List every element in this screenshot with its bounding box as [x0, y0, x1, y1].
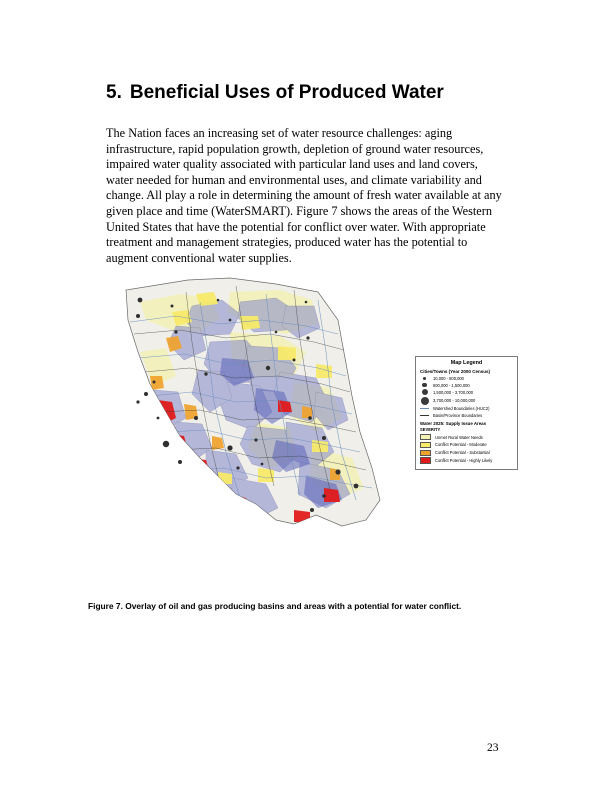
legend-title: Map Legend [450, 360, 483, 366]
figure-7 [80, 272, 540, 592]
map-legend [415, 356, 518, 470]
city-dot-icon [420, 397, 429, 405]
figure-caption: Figure 7. Overlay of oil and gas producing basins and areas with a potential for water conflict. [88, 601, 462, 611]
legend-label: Watershed Boundaries (HUC2) [433, 406, 490, 412]
legend-item-city-class [420, 397, 513, 405]
legend-item-severity [420, 442, 513, 448]
city-dot-icon [420, 377, 429, 380]
legend-item-severity [420, 457, 513, 463]
city-dot-icon [420, 389, 429, 395]
legend-item-city-class [420, 376, 513, 381]
severity-swatch-highly-likely [420, 457, 431, 463]
legend-item-severity [420, 450, 513, 456]
section-number: 5. [106, 82, 122, 103]
city-dot-icon [420, 383, 429, 387]
legend-label: 1,500,000 - 3,700,000 [433, 389, 474, 395]
severity-swatch-moderate [420, 442, 431, 448]
legend-supply-header: Water 2025: Supply Issue Areas [420, 420, 487, 426]
legend-label: Conflict Potential - Substantial [435, 450, 490, 456]
legend-severity-header: SEVERITY [420, 426, 441, 432]
legend-cities-header: Cities/Towns (Year 2000 Census) [420, 369, 490, 374]
basin-line-icon [420, 415, 429, 416]
severity-swatch-unmet-rural [420, 434, 431, 440]
page-title [106, 82, 506, 104]
section-title-text: Beneficial Uses of Produced Water [129, 82, 444, 103]
page-number: 23 [487, 742, 499, 754]
legend-label: Conflict Potential - Moderate [435, 442, 487, 448]
legend-label: 10,000 - 500,000 [433, 376, 464, 381]
severity-swatch-substantial [420, 450, 431, 456]
body-paragraph: The Nation faces an increasing set of water resource challenges: aging infrastructure, rapid population growth, depletion of ground water resources, impaired water quality associated with particular land uses and land covers, water needed for human and environmental uses, and climate variability and change. All play a role in determining the amount of fresh water available at any given place and time (WaterSMART). Figure 7 shows the areas of the Western United States that have the potential for conflict over water. With appropriate treatment and management strategies, produced water has the potential to augment conventional water supplies. [106, 126, 502, 265]
legend-item-watershed-boundaries [420, 406, 513, 411]
legend-label: 500,000 - 1,500,000 [433, 382, 470, 388]
legend-item-severity [420, 434, 513, 440]
legend-item-city-class [420, 389, 513, 395]
legend-item-basin-boundaries [420, 413, 513, 418]
legend-label: Unmet Rural Water Needs [435, 434, 483, 440]
watershed-line-icon [420, 408, 429, 409]
map-image [80, 272, 420, 572]
legend-item-city-class [420, 383, 513, 388]
legend-label: Conflict Potential - Highly Likely [435, 457, 493, 463]
legend-label: 3,700,000 - 10,000,000 [433, 398, 476, 404]
legend-label: Basin/Province Boundaries [433, 412, 483, 418]
page-content [106, 82, 506, 266]
